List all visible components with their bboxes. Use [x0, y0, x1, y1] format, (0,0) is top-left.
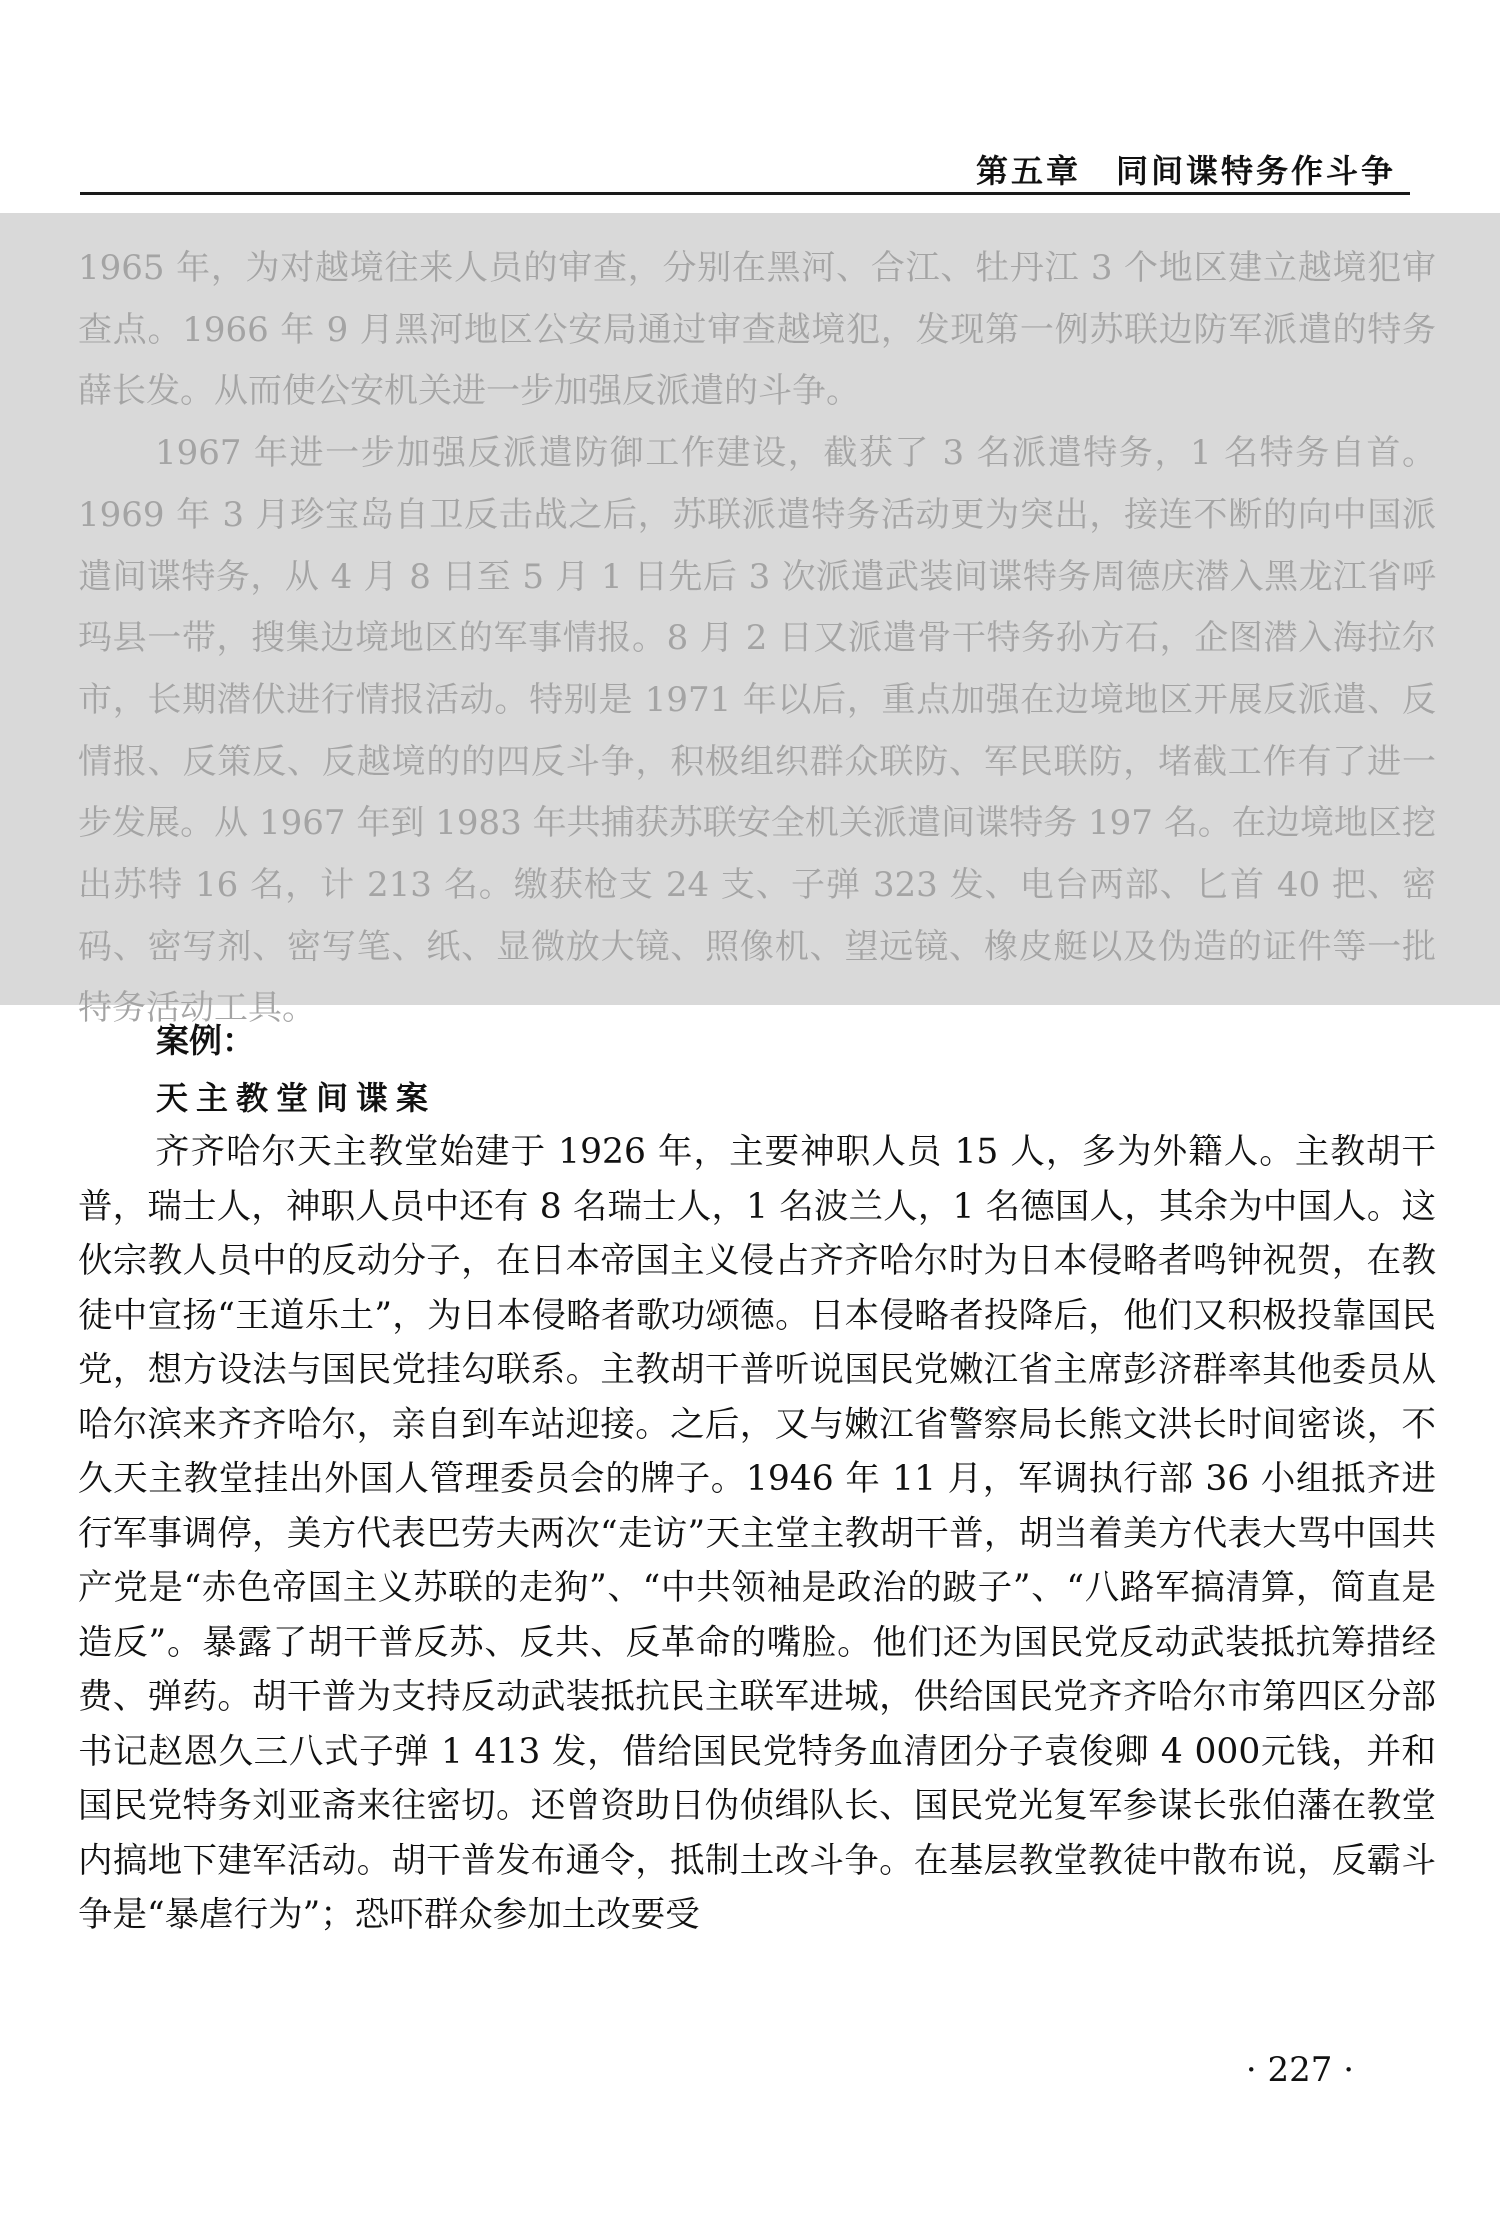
case-body-paragraph: 齐齐哈尔天主教堂始建于 1926 年，主要神职人员 15 人，多为外籍人。主教胡干普，瑞士人，神职人员中还有 8 名瑞士人，1 名波兰人，1 名德国人，其余为中国人。这伙宗教人员中的反动分子，在日本帝国主义侵占齐齐哈尔时为日本侵略者鸣钟祝贺，在教徒中宣扬“王道乐土”，为日本侵略者歌功颂德。日本侵略者投降后，他们又积极投靠国民党，想方设法与国民党挂勾联系。主教胡干普听说国民党嫩江省主席彭济群率其他委员从哈尔滨来齐齐哈尔，亲自到车站迎接。之后，又与嫩江省警察局长熊文洪长时间密谈，不久天主教堂挂出外国人管理委员会的牌子。1946 年 11 月，军调执行部 36 小组抵齐进行军事调停，美方代表巴劳夫两次“走访”天主堂主教胡干普，胡当着美方代表大骂中国共产党是“赤色帝国主义苏联的走狗”、“中共领袖是政治的跛子”、“八路军搞清算，简直是造反”。暴露了胡干普反苏、反共、反革命的嘴脸。他们还为国民党反动武装抵抗筹措经费、弹药。胡干普为支持反动武装抵抗民主联军进城，供给国民党齐齐哈尔市第四区分部书记赵恩久三八式子弹 1 413 发，借给国民党特务血清团分子袁俊卿 4 000元钱，并和国民党特务刘亚斋来往密切。还曾资助日伪侦缉队长、国民党光复军参谋长张伯藩在教堂内搞地下建军活动。胡干普发布通令，抵制土改斗争。在基层教堂教徒中散布说，反霸斗争是“暴虐行为”；恐吓群众参加土改要受	[78, 1132, 1436, 1935]
shaded-section	[78, 238, 1436, 1040]
chapter-title: 第五章 同间谍特务作斗争	[975, 152, 1396, 190]
shaded-paragraph-1: 1965 年，为对越境往来人员的审查，分别在黑河、合江、牡丹江 3 个地区建立越境犯审查点。1966 年 9 月黑河地区公安局通过审查越境犯，发现第一例苏联边防军派遣的特务薛长发。从而使公安机关进一步加强反派遣的斗争。	[78, 248, 1436, 412]
case-title: 天主教堂间谍案	[156, 1079, 437, 1117]
running-header	[80, 150, 1410, 195]
page-number: · 227 ·	[1245, 2050, 1355, 2090]
case-body	[78, 1125, 1436, 1943]
shaded-paragraph-2: 1967 年进一步加强反派遣防御工作建设，截获了 3 名派遣特务，1 名特务自首。1969 年 3 月珍宝岛自卫反击战之后，苏联派遣特务活动更为突出，接连不断的向中国派遣间谍特务，从 4 月 8 日至 5 月 1 日先后 3 次派遣武装间谍特务周德庆潜入黑龙江省呼玛县一带，搜集边境地区的军事情报。8 月 2 日又派遣骨干特务孙方石，企图潜入海拉尔市，长期潜伏进行情报活动。特别是 1971 年以后，重点加强在边境地区开展反派遣、反情报、反策反、反越境的的四反斗争，积极组织群众联防、军民联防，堵截工作有了进一步发展。从 1967 年到 1983 年共捕获苏联安全机关派遣间谍特务 197 名。在边境地区挖出苏特 16 名，计 213 名。缴获枪支 24 支、子弹 323 发、电台两部、匕首 40 把、密码、密写剂、密写笔、纸、显微放大镜、照像机、望远镜、橡皮艇以及伪造的证件等一批特务活动工具。	[78, 433, 1436, 1029]
case-label: 案例：	[156, 1021, 255, 1060]
